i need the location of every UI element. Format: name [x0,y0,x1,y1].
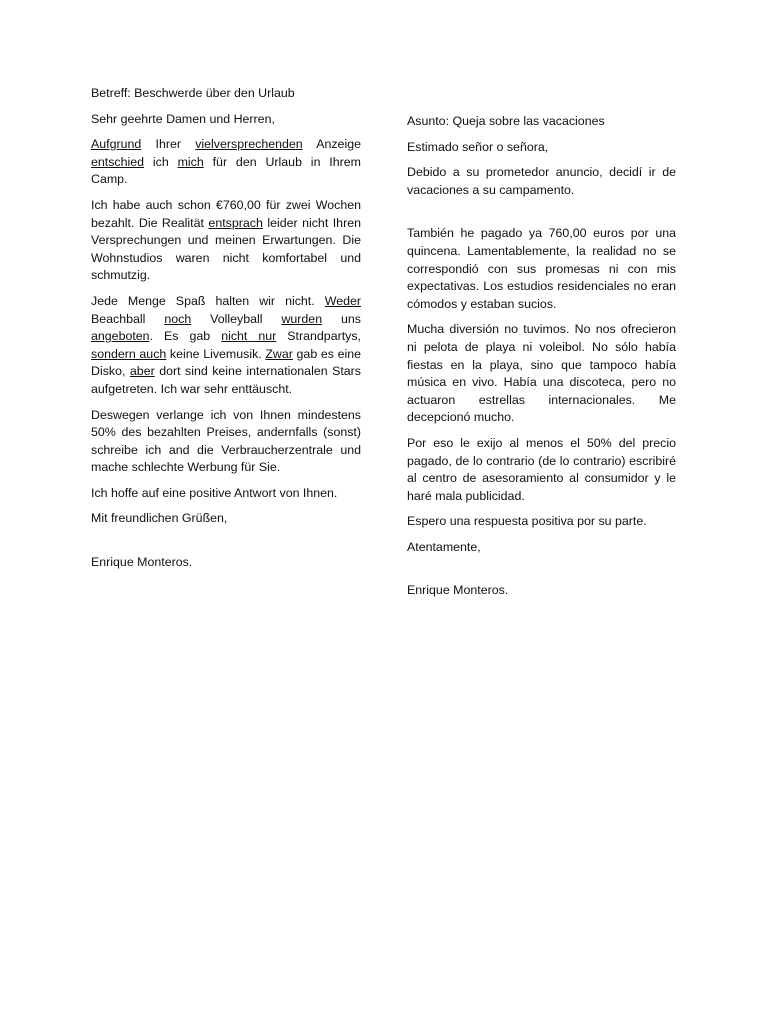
german-greeting: Sehr geehrte Damen und Herren, [91,111,275,126]
german-signature: Enrique Monteros. [91,555,193,570]
underlined-word: noch [164,311,192,326]
spanish-paragraph-1: Debido a su prometedor anuncio, decidí ir de vacaciones a su campamento. [407,165,676,197]
underlined-word: nicht nur [221,329,277,344]
underlined-word: entschied [91,154,145,169]
underlined-word: entsprach [208,215,263,230]
spanish-paragraph-4: Por eso le exijo al menos el 50% del precio pagado, de lo contrario (de lo contrario) escribiré al centro de asesoramiento al consumidor y le haré mala publicidad. [407,435,676,503]
text-run: leider nicht Ihren Versprechungen und meinen Erwartungen. Die Wohnstudios waren nicht komfortabel und schmutzig. [91,215,361,283]
underlined-word: wurden [281,311,323,326]
text-run: Anzeige [302,137,361,152]
text-run: Ich habe auch schon €760,00 für zwei Wochen bezahlt. Die Realität [91,197,361,230]
german-letter [91,85,361,580]
text-run: Strandpartys, [276,329,361,344]
text-run: Jede Menge Spaß halten wir nicht. [91,293,325,308]
spanish-paragraph-2: También he pagado ya 760,00 euros por una quincena. Lamentablemente, la realidad no se correspondió con sus promesas ni con mis expectativas. Los estudios residenciales no eran cómodos y estaban sucios. [407,226,676,311]
german-paragraph-1 [91,136,361,189]
spanish-greeting: Estimado señor o señora, [407,139,549,154]
underlined-word: Aufgrund [91,137,142,152]
text-run: keine Livemusik. [166,346,266,361]
underlined-word: vielversprechenden [195,137,303,152]
text-run: ich [144,154,178,169]
spanish-signature: Enrique Monteros. [407,583,509,598]
german-paragraph-3 [91,293,361,399]
german-closing: Mit freundlichen Grüßen, [91,511,228,526]
text-run: Beachball [91,311,165,326]
spanish-closing: Atentamente, [407,539,481,554]
text-run: Ihrer [141,137,196,152]
text-run: gab es eine Disko, [91,346,362,379]
german-subject: Betreff: Beschwerde über den Urlaub [91,86,295,100]
text-run: . Es gab [149,329,222,344]
spanish-letter [407,113,676,608]
text-run: Volleyball [191,311,282,326]
spanish-paragraph-3: Mucha diversión no tuvimos. No nos ofrecieron ni pelota de playa ni voleibol. No sólo había fiestas en la playa, sino que tampoco había música en vivo. Había una discoteca, pero no actuaron estrellas internacionales. Me decepcionó mucho. [407,322,676,425]
text-run: dort sind keine internationalen Stars aufgetreten. Ich war sehr enttäuscht. [91,364,361,396]
german-paragraph-4: Deswegen verlange ich von Ihnen mindestens 50% des bezahlten Preises, andernfalls (sonst) schreibe ich and die Verbraucherzentrale und mache schlechte Werbung für Sie. [91,407,361,475]
german-paragraph-2 [91,197,361,285]
spanish-subject: Asunto: Queja sobre las vacaciones [407,114,605,128]
german-paragraph-5: Ich hoffe auf eine positive Antwort von Ihnen. [91,485,338,500]
underlined-word: aber [129,364,155,379]
text-run: für den Urlaub in Ihrem Camp. [91,154,361,187]
underlined-word: Zwar [265,346,293,361]
underlined-word: mich [177,154,204,169]
underlined-word: sondern auch [91,346,167,361]
underlined-word: angeboten [91,329,150,344]
text-run: uns [322,311,361,326]
spanish-paragraph-5: Espero una respuesta positiva por su parte. [407,514,647,529]
underlined-word: Weder [324,293,361,308]
